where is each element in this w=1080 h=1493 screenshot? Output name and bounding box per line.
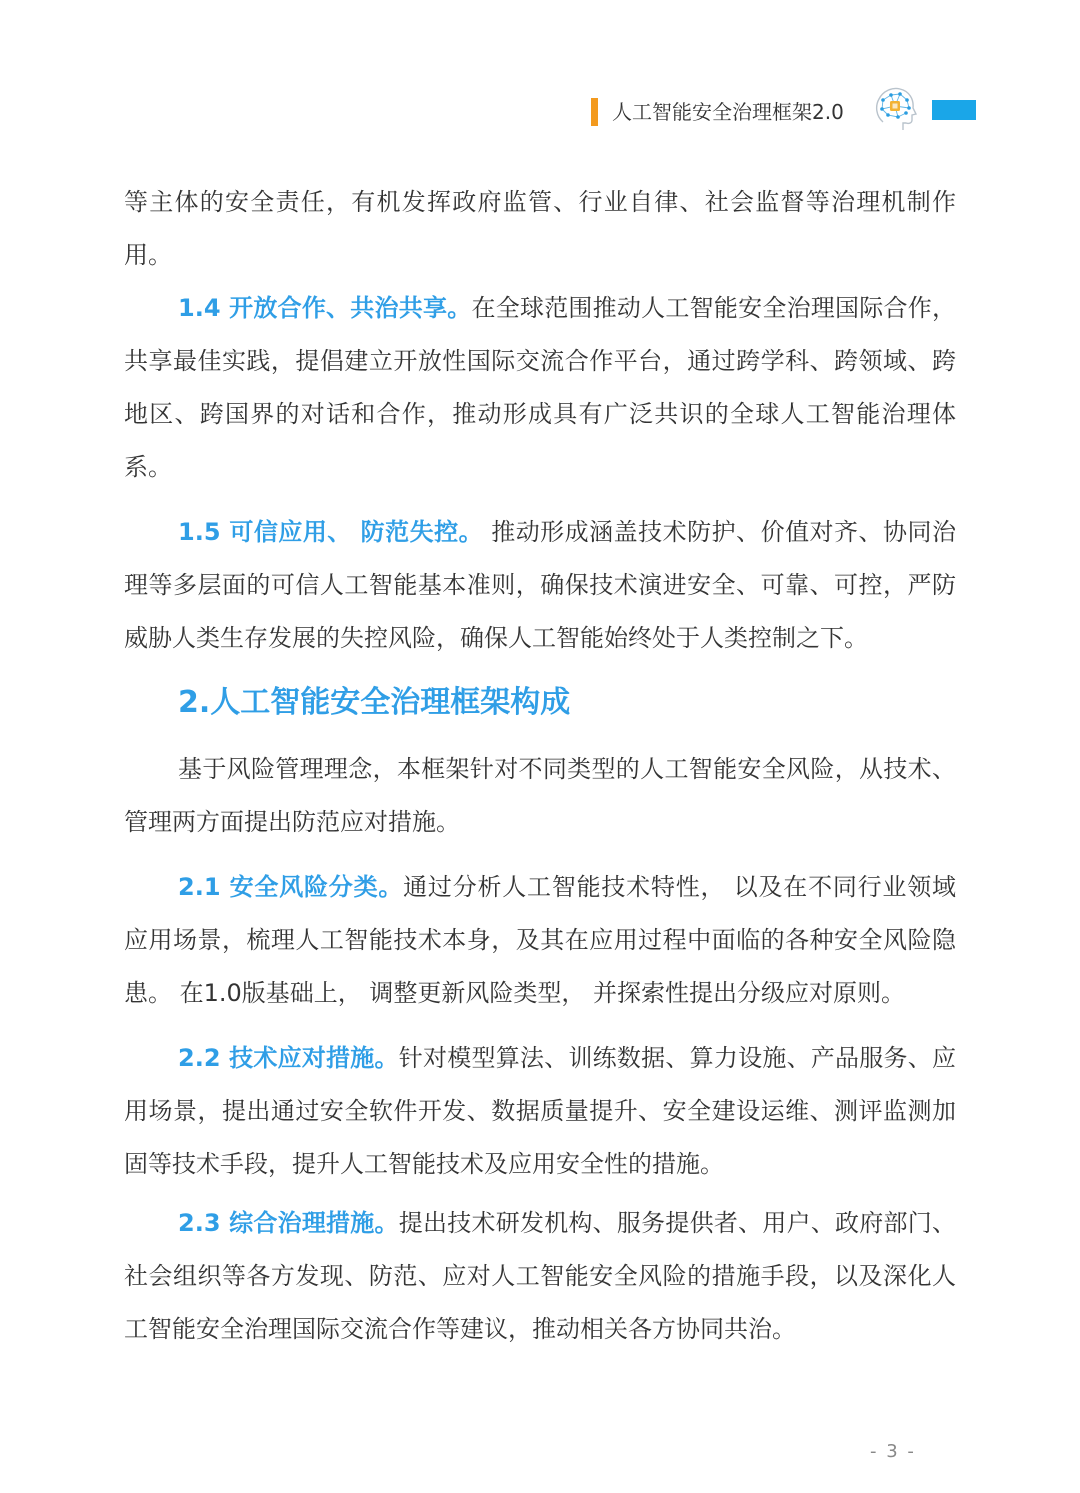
heading-2-2: 2.2 技术应对措施。 (178, 1044, 399, 1072)
header-brand-block (932, 100, 976, 120)
page-body (124, 176, 956, 1356)
heading-1-5: 1.5 可信应用、 防范失控。 (178, 518, 484, 546)
paragraph-continuation: 等主体的安全责任，有机发挥政府监管、行业自律、社会监督等治理机制作用。 (124, 188, 956, 269)
paragraph-2-2 (124, 1032, 956, 1191)
header-accent-bar (591, 98, 598, 126)
paragraph-2-3 (124, 1197, 956, 1356)
paragraph-intro: 基于风险管理理念，本框架针对不同类型的人工智能安全风险，从技术、管理两方面提出防范应对措施。 (124, 755, 956, 836)
text-1-5: 推动形成涵盖技术防护、价值对齐、协同治理等多层面的可信人工智能基本准则，确保技术演进安全、可靠、可控，严防威胁人类生存发展的失控风险，确保人工智能始终处于人类控制之下。 (124, 518, 956, 652)
section-2-title: 2.人工智能安全治理框架构成 (178, 685, 571, 720)
page-number: - 3 - (870, 1441, 916, 1462)
paragraph-1-5 (124, 506, 956, 665)
heading-2-3: 2.3 综合治理措施。 (178, 1209, 399, 1237)
text-1-4: 在全球范围推动人工智能安全治理国际合作，共享最佳实践，提倡建立开放性国际交流合作平台，通过跨学科、跨领域、跨地区、跨国界的对话和合作，推动形成具有广泛共识的全球人工智能治理体系。 (124, 294, 956, 481)
page-header (0, 92, 1080, 132)
paragraph-2-1 (124, 861, 956, 1020)
text-2-3: 提出技术研发机构、服务提供者、用户、政府部门、社会组织等各方发现、防范、应对人工智能安全风险的措施手段，以及深化人工智能安全治理国际交流合作等建议，推动相关各方协同共治。 (124, 1209, 957, 1343)
text-2-2: 针对模型算法、训练数据、算力设施、产品服务、应用场景，提出通过安全软件开发、数据质量提升、安全建设运维、测评监测加固等技术手段，提升人工智能技术及应用安全性的措施。 (124, 1044, 957, 1178)
ai-brain-icon (866, 78, 924, 136)
heading-1-4: 1.4 开放合作、共治共享。 (178, 294, 472, 322)
text-2-1: 通过分析人工智能技术特性， 以及在不同行业领域应用场景，梳理人工智能技术本身，及其在应用过程中面临的各种安全风险隐患。 在1.0版基础上， 调整更新风险类型， 并探索性提出分级应对原则。 (124, 873, 956, 1007)
header-title: 人工智能安全治理框架2.0 (612, 100, 844, 124)
paragraph-1-4 (124, 282, 956, 494)
heading-2-1: 2.1 安全风险分类。 (178, 873, 404, 901)
